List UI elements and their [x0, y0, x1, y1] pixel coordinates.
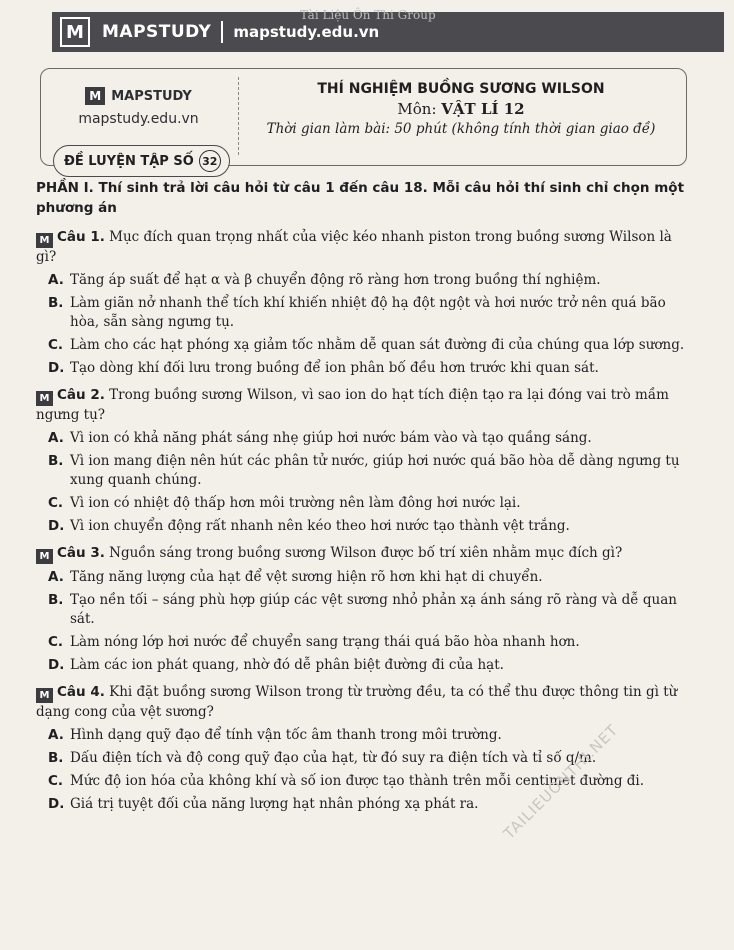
option-text: Giá trị tuyệt đối của năng lượng hạt nhân phóng xạ phát ra.	[70, 796, 479, 812]
option-letter: A.	[48, 569, 64, 585]
option-letter: A.	[48, 272, 64, 288]
mapstudy-logo-icon: M	[36, 233, 53, 248]
option-letter: B.	[48, 453, 64, 469]
answer-option	[48, 517, 686, 536]
badge-number: 32	[199, 150, 221, 172]
option-text: Dấu điện tích và độ cong quỹ đạo của hạt, từ đó suy ra điện tích và tỉ số q/m.	[70, 750, 597, 766]
exam-time: Thời gian làm bài: 50 phút (không tính thời gian giao đề)	[266, 121, 656, 137]
header-divider	[238, 77, 239, 155]
top-watermark: Tài Liệu Ôn Thi Group	[300, 8, 436, 22]
subject-prefix: Môn:	[397, 100, 437, 118]
answer-option	[48, 294, 686, 332]
question-label: Câu 1.	[57, 229, 105, 245]
badge-label: ĐỀ LUYỆN TẬP SỐ	[64, 153, 194, 169]
question-text: Trong buồng sương Wilson, vì sao ion do hạt tích điện tạo ra lại đóng vai trò mầm ngưng tụ?	[36, 387, 669, 423]
part-heading: PHẦN I. Thí sinh trả lời câu hỏi từ câu 1 đến câu 18. Mỗi câu hỏi thí sinh chỉ chọn một phương án	[36, 180, 685, 216]
option-text: Hình dạng quỹ đạo để tính vận tốc âm thanh trong môi trường.	[70, 727, 502, 743]
option-text: Vì ion có khả năng phát sáng nhẹ giúp hơi nước bám vào và tạo quầng sáng.	[70, 430, 592, 446]
option-letter: C.	[48, 495, 64, 511]
mapstudy-logo-icon: M	[60, 17, 90, 47]
brand-name: MAPSTUDY	[102, 22, 212, 42]
option-text: Tăng năng lượng của hạt để vệt sương hiện rõ hơn khi hạt di chuyển.	[70, 569, 543, 585]
answer-option	[48, 656, 686, 675]
option-letter: B.	[48, 592, 64, 608]
option-letter: D.	[48, 796, 65, 812]
exam-title: THÍ NGHIỆM BUỒNG SƯƠNG WILSON	[317, 81, 605, 97]
option-letter: A.	[48, 727, 64, 743]
exam-number-badge	[53, 145, 230, 177]
option-text: Vì ion mang điện nên hút các phân tử nước, giúp hơi nước quá bão hòa dễ dàng ngưng tụ xung quanh chúng.	[70, 453, 680, 488]
exam-header	[40, 68, 687, 169]
option-text: Làm nóng lớp hơi nước để chuyển sang trạng thái quá bão hòa nhanh hơn.	[70, 634, 580, 650]
question-list	[36, 228, 686, 814]
diagonal-watermark: TAILIEUONTHI.NET	[500, 720, 622, 843]
option-letter: B.	[48, 750, 64, 766]
mapstudy-logo-icon: M	[36, 688, 53, 703]
mapstudy-logo-icon: M	[85, 87, 105, 105]
header-info	[241, 75, 681, 137]
question-stem	[36, 386, 686, 425]
question-stem	[36, 544, 686, 564]
question-label: Câu 4.	[57, 684, 105, 700]
brand-url: mapstudy.edu.vn	[233, 23, 380, 41]
question-text: Nguồn sáng trong buồng sương Wilson được bố trí xiên nhằm mục đích gì?	[109, 545, 623, 561]
brand-divider	[221, 21, 223, 43]
question-stem	[36, 228, 686, 267]
question-text: Khi đặt buồng sương Wilson trong từ trường đều, ta có thể thu được thông tin gì từ dạng cong của vệt sương?	[36, 684, 678, 720]
option-text: Tăng áp suất để hạt α và β chuyển động rõ ràng hơn trong buồng thí nghiệm.	[70, 272, 601, 288]
question-1	[36, 228, 686, 378]
option-text: Làm các ion phát quang, nhờ đó dễ phân biệt đường đi của hạt.	[70, 657, 504, 673]
option-letter: D.	[48, 518, 65, 534]
answer-option	[48, 429, 686, 448]
option-letter: C.	[48, 337, 64, 353]
answer-option	[48, 452, 686, 490]
option-text: Vì ion có nhiệt độ thấp hơn môi trường nên làm đông hơi nước lại.	[70, 495, 521, 511]
question-3	[36, 544, 686, 675]
option-text: Mức độ ion hóa của không khí và số ion được tạo thành trên mỗi centimet đường đi.	[70, 773, 645, 789]
exam-subject	[241, 100, 681, 118]
option-text: Tạo nền tối – sáng phù hợp giúp các vệt sương nhỏ phản xạ ánh sáng rõ ràng và dễ quan sát.	[70, 592, 677, 627]
answer-option	[48, 772, 686, 791]
answer-option	[48, 494, 686, 513]
answer-option	[48, 336, 686, 355]
option-letter: C.	[48, 634, 64, 650]
option-text: Làm giãn nở nhanh thể tích khí khiến nhiệt độ hạ đột ngột và hơi nước trở nên quá bão hòa, sẵn sàng ngưng tụ.	[70, 295, 666, 330]
option-letter: C.	[48, 773, 64, 789]
exam-content	[36, 178, 686, 822]
header-brand: MAPSTUDY	[111, 88, 192, 104]
option-letter: B.	[48, 295, 64, 311]
answer-option	[48, 568, 686, 587]
option-text: Làm cho các hạt phóng xạ giảm tốc nhằm dễ quan sát đường đi của chúng qua lớp sương.	[70, 337, 685, 353]
question-label: Câu 2.	[57, 387, 105, 403]
mapstudy-logo-icon: M	[36, 391, 53, 406]
question-2	[36, 386, 686, 536]
answer-option	[48, 271, 686, 290]
option-text: Tạo dòng khí đối lưu trong buồng để ion phân bố đều hơn trước khi quan sát.	[70, 360, 599, 376]
subject-name: VẬT LÍ 12	[441, 100, 525, 118]
question-label: Câu 3.	[57, 545, 105, 561]
mapstudy-logo-icon: M	[36, 549, 53, 564]
option-letter: D.	[48, 360, 65, 376]
question-text: Mục đích quan trọng nhất của việc kéo nhanh piston trong buồng sương Wilson là gì?	[36, 229, 672, 265]
answer-option	[48, 591, 686, 629]
option-text: Vì ion chuyển động rất nhanh nên kéo theo hơi nước tạo thành vệt trắng.	[70, 518, 570, 534]
question-stem	[36, 683, 686, 722]
option-letter: D.	[48, 657, 65, 673]
answer-option	[48, 359, 686, 378]
header-url: mapstudy.edu.vn	[78, 111, 199, 127]
header-brand-block	[41, 69, 236, 139]
option-letter: A.	[48, 430, 64, 446]
answer-option	[48, 633, 686, 652]
answer-option	[48, 795, 686, 814]
